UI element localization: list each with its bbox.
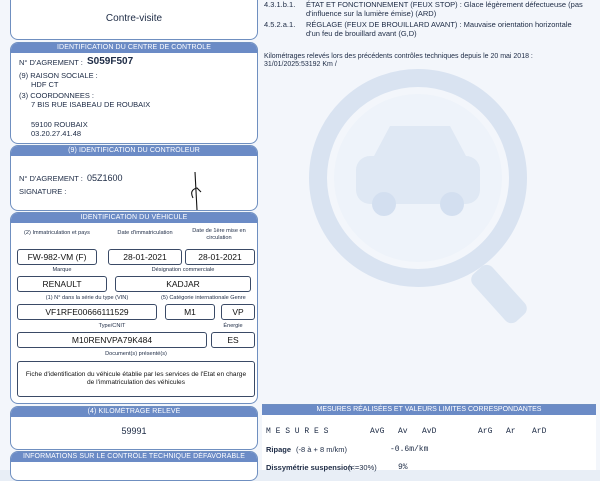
col-av: Av <box>398 427 408 436</box>
centre-panel <box>10 42 258 144</box>
energie-label: Énergie <box>223 323 243 329</box>
categorie-value: M1 <box>165 304 215 320</box>
col-ard: ArD <box>532 427 547 436</box>
mesures-panel <box>262 404 596 470</box>
contre-visite-panel <box>10 0 258 40</box>
col-avd: AvD <box>422 427 437 436</box>
immat-label: (2) Immatriculation et pays <box>24 230 90 236</box>
suspension-limit: (<=30%) <box>348 463 377 472</box>
kilometrage-value: 59991 <box>121 426 147 436</box>
signature-label: SIGNATURE : <box>19 187 67 196</box>
left-column <box>8 0 260 470</box>
defect-1-code: 4.3.1.b.1. <box>264 0 296 9</box>
mesures-title: M E S U R E S <box>266 427 329 436</box>
signature-mark <box>179 170 213 211</box>
centre-header: IDENTIFICATION DU CENTRE DE CONTRÔLE <box>11 43 257 53</box>
marque-value: RENAULT <box>17 276 107 292</box>
ripage-limit: (-8 à + 8 m/km) <box>296 445 348 454</box>
col-arg: ArG <box>478 427 493 436</box>
date-immat-label: Date d'immatriculation <box>117 230 173 236</box>
suspension-label: Dissymétrie suspension <box>266 463 353 472</box>
centre-address: 7 BIS RUE ISABEAU DE ROUBAIX <box>31 100 151 109</box>
km-history-entries: 31/01/2025:53192 Km / <box>264 61 337 68</box>
ripage-label: Ripage <box>266 445 292 454</box>
controle-defavorable-panel <box>10 451 258 481</box>
centre-agrement-value: S059F507 <box>87 56 134 67</box>
centre-agrement-label: N° D'AGREMENT : <box>19 58 83 67</box>
magnifier-watermark-icon <box>290 52 570 332</box>
controleur-agrement-value: 05Z1600 <box>87 173 123 183</box>
ripage-value: -0.6m/km <box>390 445 429 454</box>
kilometrage-header: (4) KILOMÉTRAGE RELEVÉ <box>11 407 257 417</box>
date-immat-value: 28-01-2021 <box>108 249 182 265</box>
kilometrage-panel <box>10 406 258 450</box>
centre-raison-label: (9) RAISON SOCIALE : <box>19 71 98 80</box>
defect-1-text: ÉTAT ET FONCTIONNEMENT (FEUX STOP) : Glace légèrement défectueuse (pas d'influence sur la lumière émise) (ARD) <box>306 0 583 18</box>
type-value: M10RENVPA79K484 <box>17 332 207 348</box>
controleur-agrement-label: N° D'AGREMENT : <box>19 174 83 183</box>
col-avg: AvG <box>370 427 385 436</box>
type-label: Type/CNIT <box>98 323 126 329</box>
centre-city: 59100 ROUBAIX <box>31 120 88 129</box>
defect-2-code: 4.5.2.a.1. <box>264 20 296 29</box>
centre-phone: 03.20.27.41.48 <box>31 129 82 138</box>
vin-label: (1) N° dans la série du type (VIN) <box>45 295 129 301</box>
documents-value: Fiche d'identification du véhicule établie par les services de l'Etat en charge de l'immatriculation des véhicules <box>17 361 255 397</box>
date-first-label: Date de 1ère mise en circulation <box>192 228 246 241</box>
suspension-value: 9% <box>398 463 408 472</box>
controleur-panel <box>10 145 258 211</box>
right-column <box>262 0 598 470</box>
designation-value: KADJAR <box>115 276 251 292</box>
col-ar: Ar <box>506 427 516 436</box>
km-history-intro: Kilométrages relevés lors des précédents contrôles techniques depuis le 20 mai 2018 : <box>264 53 533 60</box>
defect-2-text: RÉGLAGE (FEUX DE BROUILLARD AVANT) : Mauvaise orientation horizontale d'un feu de brouillard avant (G,D) <box>306 20 572 38</box>
vehicule-panel <box>10 212 258 404</box>
documents-label: Document(s) présenté(s) <box>105 351 167 357</box>
genre-value: VP <box>221 304 255 320</box>
energie-value: ES <box>211 332 255 348</box>
designation-label: Désignation commerciale <box>151 267 215 273</box>
controle-defavorable-header: INFORMATIONS SUR LE CONTRÔLE TECHNIQUE DÉFAVORABLE <box>11 452 257 462</box>
categorie-label: (5) Catégorie internationale <box>161 295 229 301</box>
immat-value: FW-982-VM (F) <box>17 249 97 265</box>
marque-label: Marque <box>52 267 72 273</box>
vehicule-header: IDENTIFICATION DU VÉHICULE <box>11 213 257 223</box>
controleur-header: (9) IDENTIFICATION DU CONTRÔLEUR <box>11 146 257 156</box>
date-first-value: 28-01-2021 <box>185 249 255 265</box>
vin-value: VF1RFE00666111529 <box>17 304 157 320</box>
centre-raison-value: HDF CT <box>31 80 59 89</box>
centre-coord-label: (3) COORDONNEES : <box>19 91 95 100</box>
genre-label: Genre <box>230 295 246 301</box>
contre-visite-label: Contre-visite <box>105 13 163 24</box>
mesures-header: MESURES RÉALISÉES ET VALEURS LIMITES CORRESPONDANTES <box>262 405 596 415</box>
